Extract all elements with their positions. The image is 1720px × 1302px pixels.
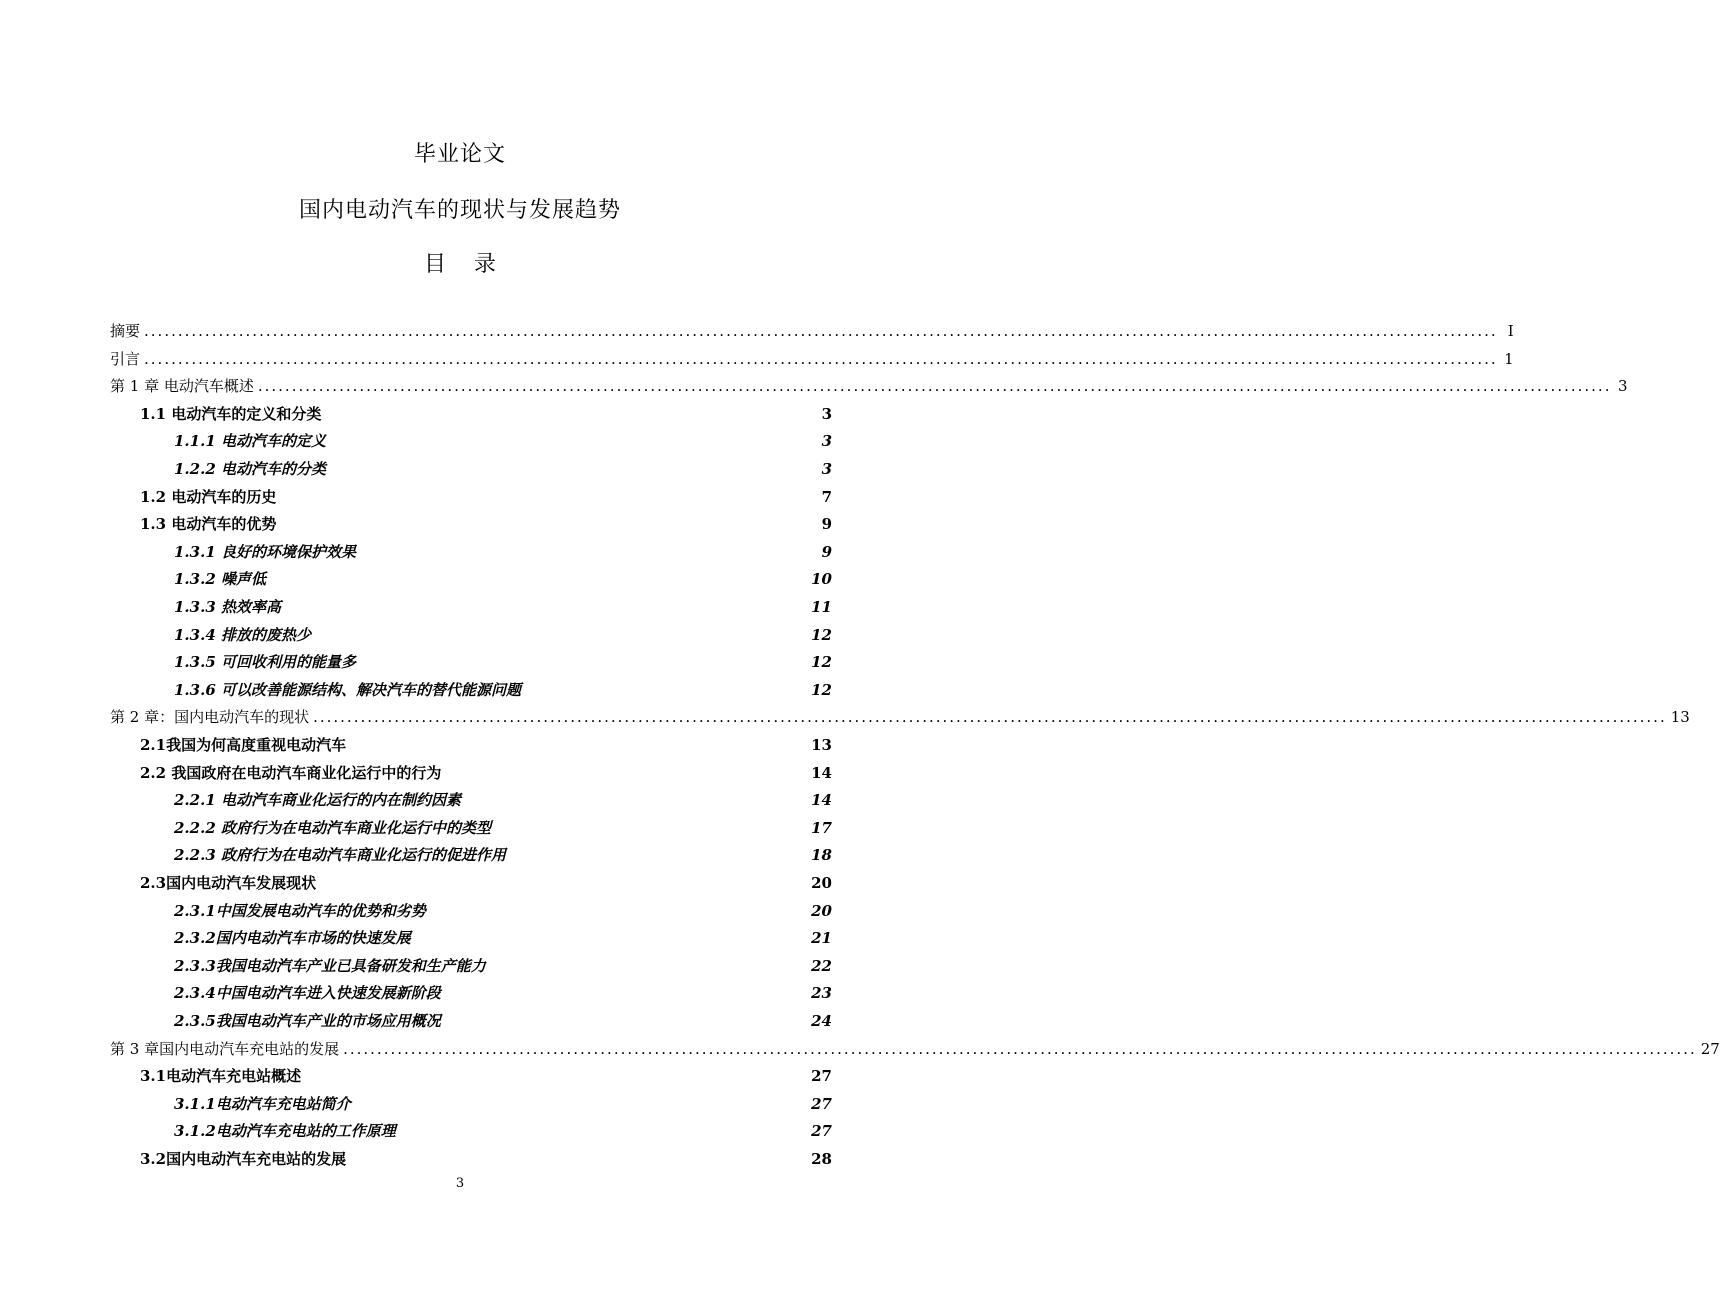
toc-leader-dots: ........................................................................................................................................................................................................ xyxy=(343,1039,1697,1058)
toc-entry[interactable] xyxy=(174,566,832,593)
toc-entry[interactable] xyxy=(174,539,832,566)
toc-entry-title: 3.1.1电动汽车充电站简介 xyxy=(174,1094,351,1113)
toc-entry-title: 2.2.1 电动汽车商业化运行的内在制约因素 xyxy=(174,791,461,810)
toc-entry-page: 1 xyxy=(1504,349,1514,368)
toc-entry[interactable] xyxy=(174,456,832,483)
toc-entry-title: 1.1 电动汽车的定义和分类 xyxy=(140,404,322,423)
toc-entry-title: 1.2.2 电动汽车的分类 xyxy=(174,460,326,478)
toc-entry[interactable] xyxy=(174,649,832,676)
toc-entry-title: 1.3 电动汽车的优势 xyxy=(140,515,277,534)
toc-entry-page: 22 xyxy=(811,956,832,975)
toc-entry-page: 3 xyxy=(821,460,832,478)
toc-entry-page: 23 xyxy=(811,984,832,1003)
toc-entry-title: 1.3.6 可以改善能源结构、解决汽车的替代能源问题 xyxy=(174,680,521,699)
toc-entry-title: 2.3.1中国发展电动汽车的优势和劣势 xyxy=(174,901,426,920)
toc-entry-title: 引言 xyxy=(110,349,141,368)
toc-entry-title: 1.3.4 排放的废热少 xyxy=(174,625,311,644)
toc-entry-title: 1.2 电动汽车的历史 xyxy=(140,487,277,506)
toc-entry[interactable] xyxy=(140,760,832,787)
toc-entry-title: 3.1.2电动汽车充电站的工作原理 xyxy=(174,1122,396,1141)
toc-entry-title: 2.3.2国内电动汽车市场的快速发展 xyxy=(174,929,411,948)
toc-entry-page: 9 xyxy=(821,542,832,561)
toc-entry-page: 3 xyxy=(821,404,832,423)
toc-entry-title: 1.3.3 热效率高 xyxy=(174,598,281,616)
toc-entry[interactable] xyxy=(174,428,832,455)
toc-entry[interactable] xyxy=(174,925,832,952)
toc-entry[interactable] xyxy=(174,815,832,842)
toc-entry[interactable] xyxy=(140,732,832,759)
toc-entry-title: 2.2 我国政府在电动汽车商业化运行中的行为 xyxy=(140,763,442,782)
toc-entry[interactable] xyxy=(174,677,832,704)
toc-entry[interactable] xyxy=(174,787,832,814)
toc-entry[interactable] xyxy=(140,1063,832,1090)
toc-leader-dots: ........................................................................................................................................................................................................ xyxy=(257,377,1612,396)
toc-entry[interactable] xyxy=(110,346,1514,373)
toc-heading: 目录 xyxy=(423,252,524,277)
toc-entry-page: 27 xyxy=(811,1094,832,1113)
toc-entry[interactable] xyxy=(174,898,832,925)
toc-entry[interactable] xyxy=(110,318,1514,345)
toc-entry[interactable] xyxy=(110,373,1628,400)
document-type-heading: 毕业论文 xyxy=(413,142,506,167)
toc-entry-title: 2.2.2 政府行为在电动汽车商业化运行中的类型 xyxy=(174,818,491,837)
toc-entry[interactable] xyxy=(174,1008,832,1035)
toc-entry-page: 10 xyxy=(811,570,832,589)
toc-entry[interactable] xyxy=(174,842,832,869)
toc-leader-dots: ........................................................................................................................................................................................................ xyxy=(313,708,1667,727)
toc-entry-page: 12 xyxy=(811,680,832,699)
toc-entry-title: 2.3国内电动汽车发展现状 xyxy=(140,874,317,892)
toc-leader-dots: ........................................................................................................................................................................................................ xyxy=(144,349,1498,368)
page-number: 3 xyxy=(455,1176,465,1191)
toc-entry-page: 9 xyxy=(821,515,832,534)
toc-entry-page: 14 xyxy=(811,791,832,810)
toc-entry[interactable] xyxy=(174,980,832,1007)
toc-entry[interactable] xyxy=(174,594,832,621)
toc-entry[interactable] xyxy=(174,1118,832,1145)
toc-entry-page: 7 xyxy=(821,487,832,506)
toc-entry[interactable] xyxy=(140,1146,832,1173)
toc-entry-title: 2.2.3 政府行为在电动汽车商业化运行的促进作用 xyxy=(174,846,506,865)
toc-entry-title: 第 1 章 电动汽车概述 xyxy=(110,377,254,396)
toc-entry-page: 27 xyxy=(811,1067,832,1086)
toc-entry-page: 24 xyxy=(811,1012,832,1030)
toc-leader-dots: ........................................................................................................................................................................................................ xyxy=(144,322,1498,340)
toc-entry-title: 摘要 xyxy=(110,322,141,340)
toc-entry-page: 3 xyxy=(821,432,832,451)
toc-entry[interactable] xyxy=(110,704,1690,731)
toc-entry[interactable] xyxy=(140,511,832,538)
toc-entry-page: 21 xyxy=(811,929,832,948)
toc-entry-page: 11 xyxy=(811,598,832,616)
toc-entry-page: 17 xyxy=(811,818,832,837)
toc-entry-title: 2.3.4中国电动汽车进入快速发展新阶段 xyxy=(174,984,441,1003)
toc-entry-title: 1.1.1 电动汽车的定义 xyxy=(174,432,326,451)
toc-entry[interactable] xyxy=(174,953,832,980)
toc-entry-page: 27 xyxy=(811,1122,832,1141)
toc-entry-title: 3.1电动汽车充电站概述 xyxy=(140,1067,302,1086)
toc-entry-page: 20 xyxy=(811,874,832,892)
toc-entry-page: 27 xyxy=(1700,1039,1720,1058)
thesis-title: 国内电动汽车的现状与发展趋势 xyxy=(298,198,621,223)
toc-entry[interactable] xyxy=(174,622,832,649)
toc-entry-page: 18 xyxy=(811,846,832,865)
toc-entry[interactable] xyxy=(140,401,832,428)
toc-entry-page: 13 xyxy=(811,736,832,754)
toc-entry-page: 20 xyxy=(811,901,832,920)
toc-entry-title: 1.3.2 噪声低 xyxy=(174,570,266,589)
toc-entry[interactable] xyxy=(140,870,832,897)
toc-entry-title: 2.3.5我国电动汽车产业的市场应用概况 xyxy=(174,1012,441,1030)
toc-entry-page: I xyxy=(1507,322,1514,340)
toc-entry[interactable] xyxy=(140,484,832,511)
toc-entry-page: 14 xyxy=(811,763,832,782)
toc-entry[interactable] xyxy=(174,1091,832,1118)
toc-entry-page: 12 xyxy=(811,653,832,672)
toc-entry-title: 2.3.3我国电动汽车产业已具备研发和生产能力 xyxy=(174,956,486,975)
toc-entry[interactable] xyxy=(110,1036,1720,1063)
toc-entry-page: 12 xyxy=(811,625,832,644)
toc-entry-title: 1.3.5 可回收利用的能量多 xyxy=(174,653,356,672)
toc-entry-page: 13 xyxy=(1670,708,1690,727)
toc-entry-title: 1.3.1 良好的环境保护效果 xyxy=(174,542,356,561)
toc-entry-title: 第 3 章国内电动汽车充电站的发展 xyxy=(110,1039,340,1058)
toc-entry-page: 28 xyxy=(811,1150,832,1168)
toc-entry-title: 第 2 章：国内电动汽车的现状 xyxy=(110,708,310,727)
toc-entry-page: 3 xyxy=(1617,377,1628,396)
toc-entry-title: 2.1我国为何高度重视电动汽车 xyxy=(140,736,347,754)
toc-entry-title: 3.2国内电动汽车充电站的发展 xyxy=(140,1150,347,1168)
